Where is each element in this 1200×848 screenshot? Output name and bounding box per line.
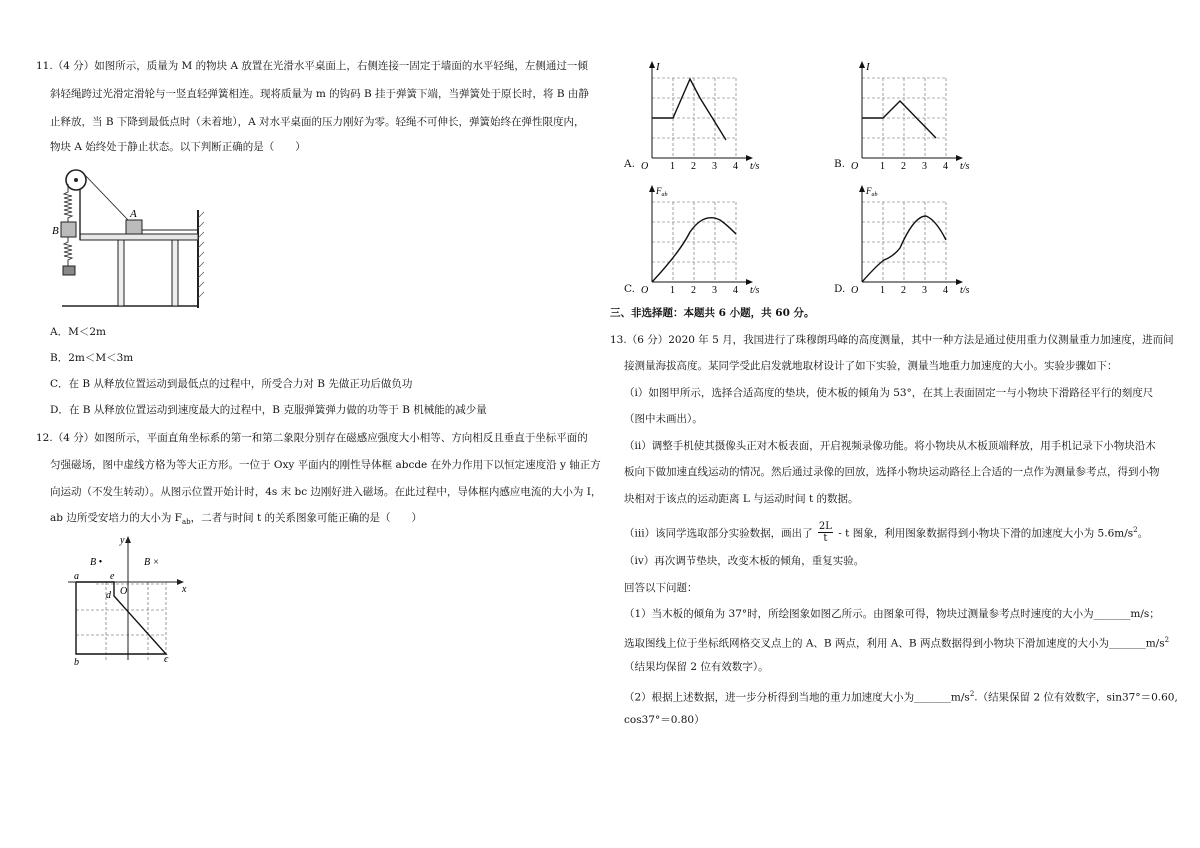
q11-option-b: B．2m＜M＜3m (50, 352, 134, 364)
graph-d-letter: D. (834, 283, 846, 295)
graph-d-tick-1: 1 (880, 285, 885, 294)
graph-a-tick-3: 3 (712, 161, 717, 170)
q12-axis-x: x (182, 584, 187, 595)
q13-fraction-numerator: 2L (818, 521, 832, 532)
graph-c-x-label: t/s (750, 285, 760, 294)
q12-stem-line-2: 匀强磁场，图中虚线方格为等大正方形。一位于 Oxy 平面内的刚性导体框 abcde 在外力作用下以恒定速度沿 y 轴正方 (50, 459, 601, 471)
q13-step3-part-c: 。 (1137, 527, 1149, 540)
graph-d-y-arrow (859, 185, 865, 192)
graph-b (850, 58, 980, 170)
graph-c-tick-1: 1 (670, 285, 675, 294)
graph-a-y-arrow (649, 61, 655, 68)
graph-b-x-label: t/s (960, 161, 970, 170)
graph-a (640, 58, 770, 170)
q12-stem-line-3: 向运动（不发生转动）。从图示位置开始计时，4s 末 bc 边刚好进入磁场。在此过程中，导体框内感应电流的大小为 I， (50, 486, 602, 498)
q13-step3 (624, 522, 1148, 545)
q11-label-a: A (130, 208, 137, 220)
graph-b-origin: O (851, 161, 859, 170)
q13-step3-part-a: （iii）该同学选取部分实验数据，画出了 (624, 527, 813, 540)
q13-step2-line-1: （ii）调整手机使其摄像头正对木板表面，开启视频录像功能。将小物块从木板顶端释放，用手机记录下小物块沿木 (624, 440, 1156, 452)
graph-b-letter: B. (834, 158, 846, 170)
graph-c-y-label: $F_{ab}$ (656, 186, 668, 198)
q11-label-b: B (52, 225, 59, 237)
graph-c-letter: C. (624, 283, 635, 295)
graph-b-tick-2: 2 (901, 161, 906, 170)
q11-stem-line-1: 11.（4 分）如图所示，质量为 M 的物块 A 放置在光滑水平桌面上，右侧连接一固定于墙面的水平轻绳，左侧通过一倾 (36, 60, 588, 72)
q13-stem-line-1: 13.（6 分）2020 年 5 月，我国进行了珠穆朗玛峰的高度测量，其中一种方法是通过使用重力仪测量重力加速度，进而间 (610, 334, 1174, 346)
q11-stem-line-2: 斜轻绳跨过光滑定滑轮与一竖直轻弹簧相连。现将质量为 m 的钩码 B 挂于弹簧下端，当弹簧处于原长时，将 B 由静 (50, 88, 589, 100)
graph-c (640, 182, 770, 294)
q11-option-c: C．在 B 从释放位置运动到最低点的过程中，所受合力对 B 先做正功后做负功 (50, 378, 413, 390)
graph-d (850, 182, 980, 294)
q12-figure (66, 534, 196, 670)
graph-c-tick-4: 4 (733, 285, 738, 294)
graph-a-origin: O (641, 161, 649, 170)
q13-sub1-note: （结果均保留 2 位有效数字）。 (624, 661, 769, 673)
q12-field-right: B × (144, 557, 160, 568)
q11-option-d: D．在 B 从释放位置运动到速度最大的过程中，B 克服弹簧弹力做的功等于 B 机械能的减少量 (50, 404, 487, 416)
q13-step1-line-2: （图中未画出）。 (624, 413, 703, 425)
q13-fraction (818, 521, 833, 544)
graph-a-tick-1: 1 (670, 161, 675, 170)
graph-c-origin: O (641, 285, 649, 294)
graph-d-tick-3: 3 (922, 285, 927, 294)
q12-line4-part-a: ab 边所受安培力的大小为 F (50, 512, 182, 524)
q13-sub2-line-1 (624, 688, 1178, 705)
q12-axis-y: y (120, 535, 125, 546)
graph-b-y-label: I (866, 61, 870, 73)
q13-fraction-denominator: t (823, 533, 828, 544)
q12-vertex-a: a (74, 571, 79, 582)
graph-b-tick-4: 4 (943, 161, 948, 170)
q12-origin: O (120, 586, 128, 597)
q11-stem-line-4: 物块 A 始终处于静止状态。以下判断正确的是（ ） (50, 141, 306, 153)
q11-option-a: A．M＜2m (50, 326, 106, 338)
graph-d-y-label: $F_{ab}$ (866, 186, 878, 198)
graph-d-tick-4: 4 (943, 285, 948, 294)
q12-vertex-d: d (106, 590, 111, 601)
q13-sub1-line-2-text: 选取图线上位于坐标纸网格交叉点上的 A、B 两点，利用 A、B 两点数据得到小物块下滑加速度的大小为_______m/s (624, 637, 1165, 650)
q13-sub2-line-1-a: （2）根据上述数据，进一步分析得到当地的重力加速度大小为_______m/s (624, 691, 970, 704)
q13-sub1-line-2 (624, 634, 1169, 651)
q13-step2-line-3: 块相对于该点的运动距离 L 与运动时间 t 的数据。 (624, 493, 859, 505)
q13-step3-sup: 2 (1133, 526, 1138, 534)
q12-line4-part-b: ，二者与时间 t 的关系图象可能正确的是（ ） (190, 512, 423, 524)
q13-sub2-line-1-b: .（结果保留 2 位有效数字，sin37°＝0.60, (974, 691, 1178, 704)
q13-step2-line-2: 板向下做加速直线运动的情况。然后通过录像的回放，选择小物块运动路径上合适的一点作为测量参考点，得到小物 (624, 466, 1160, 478)
graph-d-origin: O (851, 285, 859, 294)
graph-a-y-label: I (656, 61, 660, 73)
graph-c-tick-3: 3 (712, 285, 717, 294)
q13-step3-part-b: - t 图象，利用图象数据得到小物块下滑的加速度大小为 5.6m/s (838, 527, 1134, 540)
graph-a-x-label: t/s (750, 161, 760, 170)
q13-sub2-line-1-sup: 2 (969, 690, 975, 698)
q12-stem-line-1: 12.（4 分）如图所示，平面直角坐标系的第一和第二象限分别存在磁感应强度大小相等、方向相反且垂直于坐标平面的 (36, 432, 588, 444)
graph-b-y-arrow (859, 61, 865, 68)
q12-line4-sub: ab (181, 518, 191, 527)
graph-a-letter: A. (624, 158, 635, 170)
q13-stem-line-2: 接测量海拔高度。某同学受此启发就地取材设计了如下实验，测量当地重力加速度的大小。实验步骤如下： (624, 360, 1118, 372)
q13-sub1-line-1: （1）当木板的倾角为 37°时，所绘图象如图乙所示。由图象可得，物块过测量参考点时速度的大小为_______m/s； (624, 608, 1160, 620)
q13-sub1-line-2-sup: 2 (1164, 636, 1170, 644)
graph-b-tick-1: 1 (880, 161, 885, 170)
q12-field-left: B • (90, 557, 103, 568)
graph-d-tick-2: 2 (901, 285, 906, 294)
q12-vertex-c: c (164, 654, 169, 665)
q13-sub2-line-2: cos37°＝0.80） (624, 714, 705, 726)
q13-answer-intro: 回答以下问题： (624, 582, 698, 594)
q11-figure (48, 162, 206, 310)
graph-a-tick-4: 4 (733, 161, 738, 170)
q13-step1-line-1: （i）如图甲所示，选择合适高度的垫块，使木板的倾角为 53°，在其上表面固定一与小物块下滑路径平行的刻度尺 (624, 387, 1154, 399)
graph-d-x-label: t/s (960, 285, 970, 294)
q13-step4: （iv）再次调节垫块，改变木板的倾角，重复实验。 (624, 555, 865, 567)
q12-vertex-e: e (110, 571, 115, 582)
section-3-heading: 三、非选择题：本题共 6 小题，共 60 分。 (610, 307, 815, 319)
q12-vertex-b: b (74, 657, 79, 668)
graph-c-tick-2: 2 (691, 285, 696, 294)
q11-stem-line-3: 止释放，当 B 下降到最低点时（未着地），A 对水平桌面的压力刚好为零。轻绳不可伸长，弹簧始终在弹性限度内， (50, 116, 585, 128)
graph-c-y-arrow (649, 185, 655, 192)
graph-a-tick-2: 2 (691, 161, 696, 170)
graph-b-tick-3: 3 (922, 161, 927, 170)
q12-stem-line-4 (50, 512, 422, 529)
